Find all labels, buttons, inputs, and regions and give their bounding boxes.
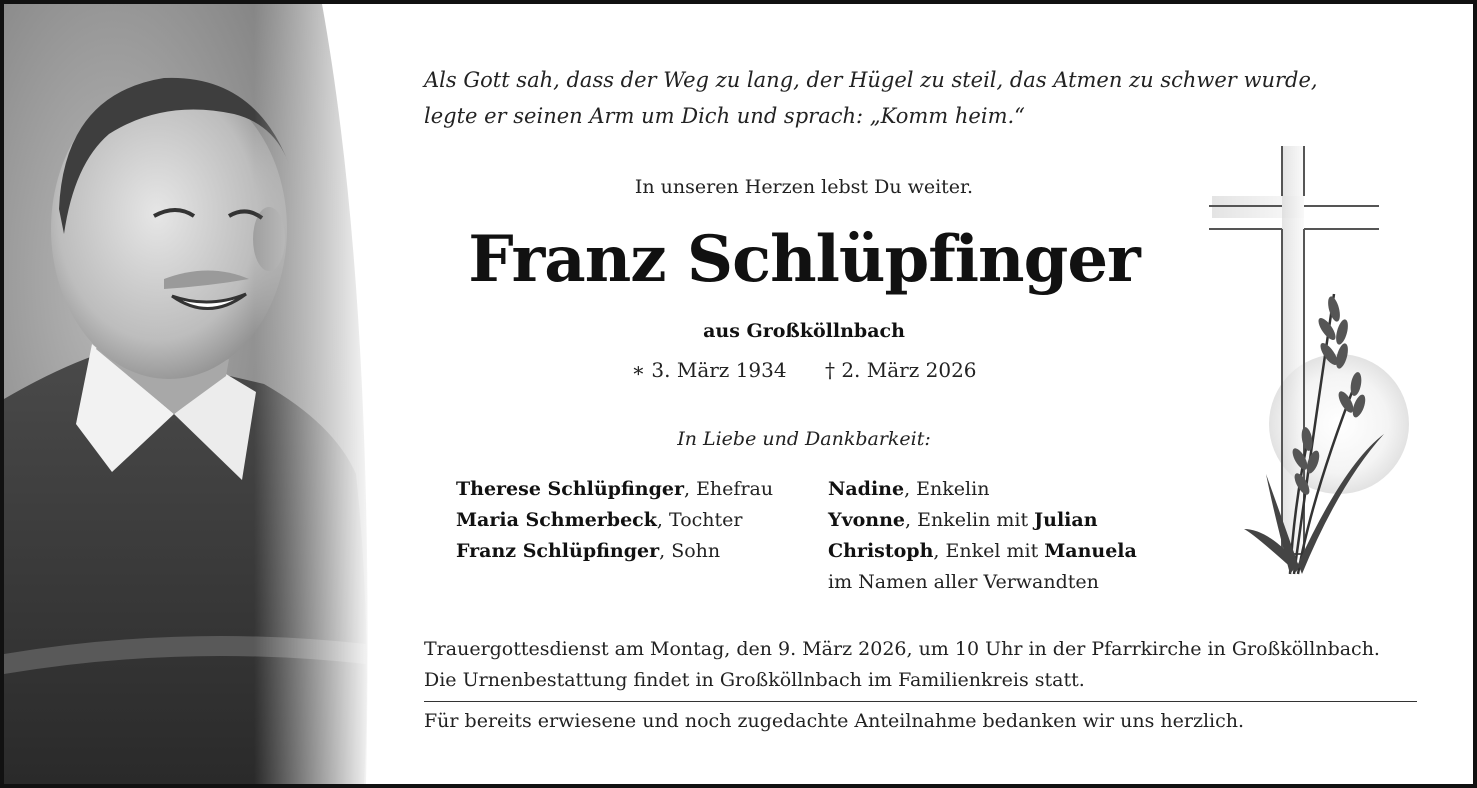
portrait-photo bbox=[4, 4, 376, 784]
mourner-name: Yvonne bbox=[828, 509, 905, 531]
mourner-name: Christoph bbox=[828, 540, 934, 562]
deceased-origin: aus Großköllnbach bbox=[703, 320, 905, 342]
mourner-relation: , Enkelin mit bbox=[905, 509, 1035, 531]
deceased-name: Franz Schlüpfinger bbox=[468, 222, 1140, 297]
mourner-entry bbox=[456, 474, 773, 505]
mourner-partner: Manuela bbox=[1044, 540, 1137, 562]
mourner-relation: , Tochter bbox=[656, 509, 743, 531]
mourner-partner: Julian bbox=[1034, 509, 1098, 531]
service-info bbox=[424, 634, 1424, 696]
mourner-relation: , Sohn bbox=[659, 540, 721, 562]
mourner-entry bbox=[456, 505, 773, 536]
mourner-entry bbox=[456, 536, 773, 567]
death-date: † 2. März 2026 bbox=[824, 358, 977, 382]
birth-date: ∗ 3. März 1934 bbox=[631, 358, 787, 382]
life-dates bbox=[424, 358, 1184, 382]
mourner-name: Therese Schlüpfinger bbox=[456, 478, 684, 500]
mourner-entry bbox=[828, 536, 1137, 567]
opening-quote bbox=[424, 62, 1324, 134]
mourner-name: Franz Schlüpfinger bbox=[456, 540, 660, 562]
mourner-relation: , Enkel mit bbox=[933, 540, 1045, 562]
mourner-relation: , Enkelin bbox=[904, 478, 990, 500]
mourner-relation: , Ehefrau bbox=[683, 478, 774, 500]
thanks-footer: Für bereits erwiesene und noch zugedachte Anteilnahme bedanken wir uns herzlich. bbox=[424, 710, 1245, 732]
mourner-name: Maria Schmerbeck bbox=[456, 509, 657, 531]
quote-line-1: Als Gott sah, dass der Weg zu lang, der Hügel zu steil, das Atmen zu schwer wurde, bbox=[424, 68, 1318, 92]
motto: In unseren Herzen lebst Du weiter. bbox=[634, 176, 974, 198]
mourner-entry bbox=[828, 474, 1137, 505]
service-line-1: Trauergottesdienst am Montag, den 9. März 2026, um 10 Uhr in der Pfarrkirche in Großköllnbach. bbox=[424, 638, 1380, 660]
mourners-right-column bbox=[828, 474, 1137, 598]
divider bbox=[424, 701, 1417, 702]
mourners-closing: im Namen aller Verwandten bbox=[828, 571, 1099, 593]
service-line-2: Die Urnenbestattung findet in Großköllnbach im Familienkreis statt. bbox=[424, 669, 1085, 691]
quote-line-2: legte er seinen Arm um Dich und sprach: „Komm heim.“ bbox=[424, 104, 1025, 128]
mourner-entry bbox=[828, 505, 1137, 536]
mourners-heading: In Liebe und Dankbarkeit: bbox=[677, 428, 931, 450]
mourners-left-column bbox=[456, 474, 773, 567]
mourner-name: Nadine bbox=[828, 478, 905, 500]
cross-with-wheat-icon bbox=[1194, 134, 1434, 594]
